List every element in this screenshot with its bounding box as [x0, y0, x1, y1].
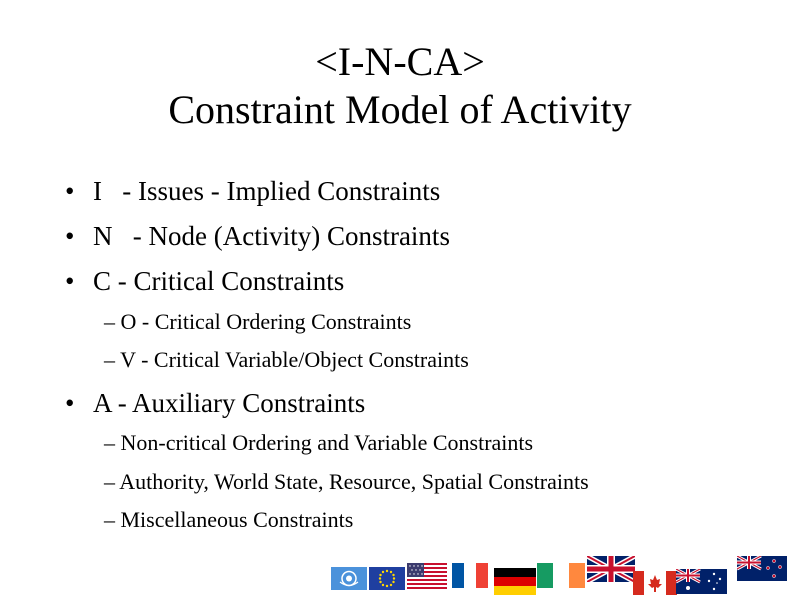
- ireland-flag-icon: [537, 563, 585, 588]
- sub-bullet-marker: –: [104, 347, 115, 372]
- bullet-marker: •: [65, 266, 75, 296]
- sub-bullet-marker: –: [104, 469, 115, 494]
- sub-bullet-text: Non-critical Ordering and Variable Constraints: [120, 430, 534, 455]
- bullet-marker: •: [65, 388, 75, 418]
- bullet-auxiliary: [65, 387, 365, 419]
- sub-bullet-ordering: [104, 309, 411, 335]
- sub-bullet-text: Authority, World State, Resource, Spatial Constraints: [119, 469, 589, 494]
- sub-bullet-marker: –: [104, 430, 115, 455]
- bullet-text: A - Auxiliary Constraints: [93, 388, 366, 418]
- title-line-2: Constraint Model of Activity: [168, 87, 632, 132]
- uk-flag-icon: [587, 556, 635, 582]
- sub-bullet-text: V - Critical Variable/Object Constraints: [120, 347, 469, 372]
- us-flag-icon: [407, 563, 447, 589]
- france-flag-icon: [452, 563, 488, 588]
- bullet-critical: [65, 265, 344, 297]
- sub-bullet-text: O - Critical Ordering Constraints: [120, 309, 412, 334]
- new-zealand-flag-icon: [737, 556, 787, 581]
- sub-bullet-misc: [104, 507, 353, 533]
- bullet-text: N - Node (Activity) Constraints: [93, 221, 450, 251]
- eu-flag-icon: [369, 567, 405, 590]
- sub-bullet-marker: –: [104, 507, 115, 532]
- sub-bullet-variable: [104, 347, 469, 373]
- canada-flag-icon: [633, 571, 677, 595]
- slide-title: [0, 38, 800, 134]
- bullet-marker: •: [65, 221, 75, 251]
- germany-flag-icon: [494, 568, 536, 595]
- sub-bullet-marker: –: [104, 309, 115, 334]
- un-flag-icon: [331, 567, 367, 590]
- bullet-marker: •: [65, 176, 75, 206]
- bullet-issues: [65, 175, 440, 207]
- bullet-text: I - Issues - Implied Constraints: [93, 176, 441, 206]
- bullet-text: C - Critical Constraints: [93, 266, 345, 296]
- title-line-1: <I-N-CA>: [315, 39, 485, 84]
- sub-bullet-authority: [104, 469, 589, 495]
- bullet-node: [65, 220, 450, 252]
- sub-bullet-noncritical: [104, 430, 533, 456]
- australia-flag-icon: [676, 569, 727, 594]
- sub-bullet-text: Miscellaneous Constraints: [120, 507, 354, 532]
